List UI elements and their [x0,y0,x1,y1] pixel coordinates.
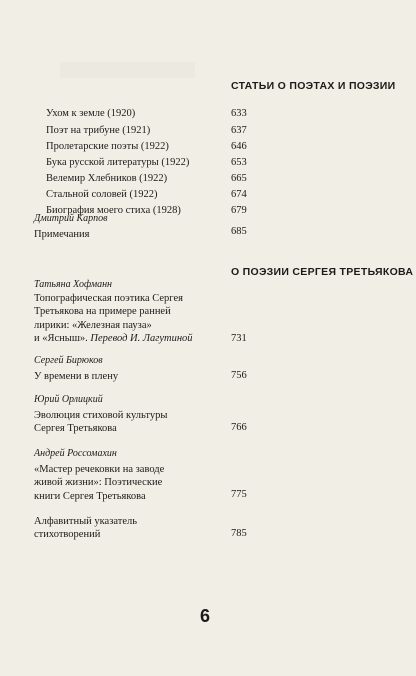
toc-entry-title [34,463,164,503]
toc-entry-page: 653 [231,157,247,168]
toc-entry-title [34,370,118,383]
page-number: 6 [200,606,211,626]
toc-title-line-last [34,332,193,345]
section-heading-articles: СТАТЬИ О ПОЭТАХ И ПОЭЗИИ [231,80,396,92]
toc-author: Андрей Россомахин [34,448,117,459]
toc-entry-title: Пролетарские поэты (1922) [46,141,169,152]
toc-author: Татьяна Хофманн [34,279,113,290]
toc-entry-title: Ухом к земле (1920) [46,108,136,119]
toc-title-line: Третьякова на примере ранней [34,306,171,318]
toc-author: Дмитрий Карпов [34,213,108,224]
section-heading-tretyakov: О ПОЭЗИИ СЕРГЕЯ ТРЕТЬЯКОВА [231,266,414,278]
toc-title-line: Сергея Третьякова [34,423,117,435]
toc-entry-page: 685 [231,226,247,237]
toc-title-line: Примечания [34,229,90,240]
toc-title-line: стихотворений [34,529,101,541]
toc-entry-page: 766 [231,422,247,433]
toc-entry-title: Поэт на трибуне (1921) [46,125,151,136]
toc-title-line: книги Сергея Третьякова [34,490,146,502]
toc-entry-page: 637 [231,125,247,136]
toc-title-line: У времени в плену [34,371,119,382]
toc-author: Юрий Орлицкий [34,394,103,405]
toc-entry-page: 775 [231,489,247,500]
toc-entry-title [34,409,167,436]
translator-credit: Перевод И. Лагутиной [90,333,193,345]
toc-entry-page: 633 [231,108,247,119]
toc-title-fragment: и «Ясныш». [34,333,88,345]
toc-title-line: лирики: «Железная пауза» [34,319,152,331]
toc-entry-page: 756 [231,370,247,381]
toc-entry-title: Биография моего стиха (1928) [46,205,181,216]
toc-entry-title [34,515,137,542]
toc-entry-page: 679 [231,205,247,216]
toc-entry-title: Велемир Хлебников (1922) [46,173,168,184]
toc-entry-page: 785 [231,528,247,539]
toc-entry-title [34,228,90,241]
toc-entry-title: Бука русской литературы (1922) [46,157,190,168]
toc-entry-page: 665 [231,173,247,184]
toc-title-line: «Мастер речековки на заводе [34,464,165,475]
toc-entry-title: Стальной соловей (1922) [46,189,158,200]
toc-entry-page: 674 [231,189,247,200]
toc-entry-page: 731 [231,333,247,344]
toc-title-line: Алфавитный указатель [34,516,138,527]
toc-title-line: Топографическая поэтика Сергея [34,293,183,304]
toc-entry-page: 646 [231,141,247,152]
toc-title-line: живой жизни»: Поэтические [34,477,163,489]
toc-entry-title [34,292,193,346]
toc-author: Сергей Бирюков [34,355,103,366]
show-through-text [60,62,195,78]
toc-title-line: Эволюция стиховой культуры [34,410,168,421]
